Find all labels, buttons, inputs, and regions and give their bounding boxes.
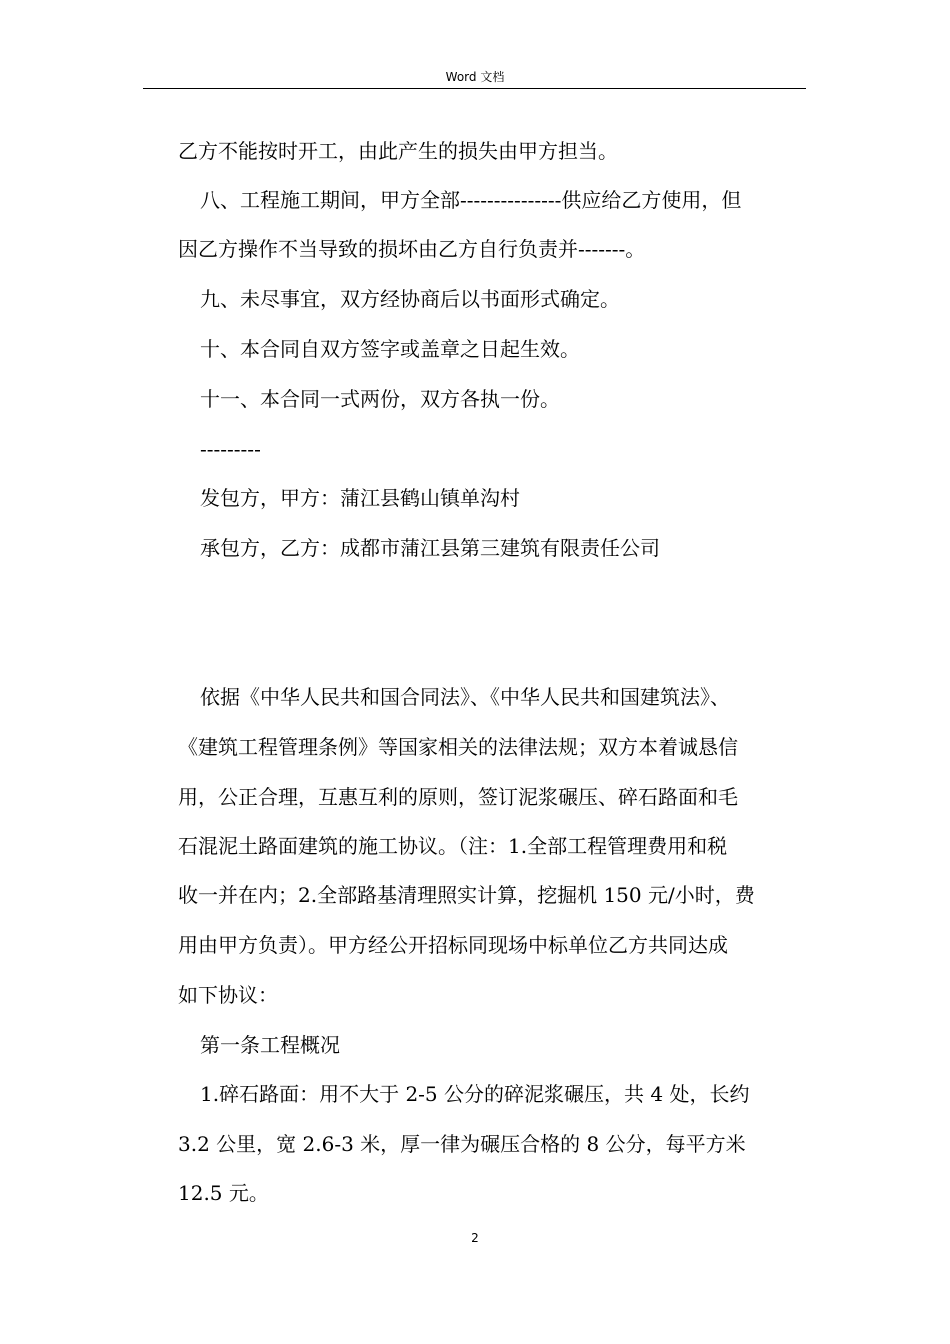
paragraph-line: 九、未尽事宜，双方经协商后以书面形式确定。 — [200, 287, 620, 311]
paragraph-line: 十一、本合同一式两份，双方各执一份。 — [200, 387, 560, 411]
signature-party-b: 承包方，乙方：成都市蒲江县第三建筑有限责任公司 — [200, 536, 660, 560]
signature-party-a: 发包方，甲方：蒲江县鹤山镇单沟村 — [200, 486, 520, 510]
paragraph-line: 石混泥土路面建筑的施工协议。（注：1.全部工程管理费用和税 — [178, 834, 728, 858]
paragraph-line: 《建筑工程管理条例》等国家相关的法律法规；双方本着诚恳信 — [178, 735, 738, 759]
header-title: Word 文档 — [445, 70, 505, 84]
header-divider — [143, 88, 806, 89]
paragraph-line: 用由甲方负责）。甲方经公开招标同现场中标单位乙方共同达成 — [178, 933, 728, 957]
paragraph-line: 因乙方操作不当导致的损坏由乙方自行负责并-------。 — [178, 237, 646, 261]
paragraph-line: 收一并在内；2.全部路基清理照实计算，挖掘机 150 元/小时，费 — [178, 883, 755, 907]
separator-line: --------- — [200, 437, 261, 461]
paragraph-line: 12.5 元。 — [178, 1181, 269, 1205]
paragraph-line: 依据《中华人民共和国合同法》、《中华人民共和国建筑法》、 — [200, 685, 730, 709]
paragraph-line: 3.2 公里，宽 2.6-3 米，厚一律为碾压合格的 8 公分，每平方米 — [178, 1132, 746, 1156]
page-number: 2 — [471, 1231, 479, 1245]
paragraph-line: 八、工程施工期间，甲方全部---------------供应给乙方使用，但 — [200, 188, 742, 212]
paragraph-line: 用，公正合理，互惠互利的原则，签订泥浆碾压、碎石路面和毛 — [178, 785, 738, 809]
paragraph-line: 十、本合同自双方签字或盖章之日起生效。 — [200, 337, 580, 361]
paragraph-line: 如下协议： — [178, 983, 278, 1007]
paragraph-line: 乙方不能按时开工，由此产生的损失由甲方担当。 — [178, 139, 618, 163]
section-heading: 第一条工程概况 — [200, 1033, 340, 1057]
paragraph-line: 1.碎石路面：用不大于 2-5 公分的碎泥浆碾压，共 4 处，长约 — [200, 1082, 750, 1106]
